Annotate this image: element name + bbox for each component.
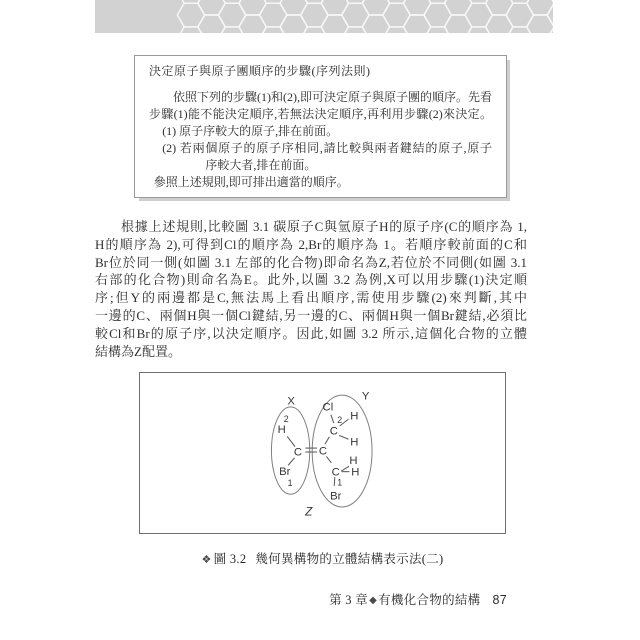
caption-figure-number: 圖 3.2	[213, 552, 247, 566]
bond-cl-cupper	[331, 415, 334, 423]
body-paragraph	[95, 218, 527, 360]
rank-1-right: 1	[337, 477, 343, 488]
atom-h-low-right: H	[351, 466, 360, 479]
body-line: Br位於同一側(如圖 3.1 左部的化合物)即命名為Z,若位於不同側(如圖 3.1	[95, 254, 527, 270]
bond-cleft-brleft	[288, 458, 294, 465]
bond-hleft-cleft	[287, 436, 295, 446]
group-y-label: Y	[361, 390, 370, 403]
group-x-label: X	[287, 395, 295, 408]
bond-cupper-cright	[325, 437, 329, 444]
figure-caption	[139, 549, 506, 567]
atom-h-top: H	[350, 410, 359, 423]
caption-text: 幾何異構物的立體結構表示法(二)	[255, 552, 444, 566]
atom-cl: Cl	[322, 401, 334, 414]
body-line: 結構為Z配置。	[95, 343, 181, 359]
bond-cupper-hmid	[339, 435, 348, 439]
band-background	[95, 0, 553, 33]
bond-hlow-clower	[341, 466, 349, 471]
body-line: 一邊的C、兩個H與一個Cl鍵結,另一邊的C、兩個H與一個Br鍵結,必須比	[95, 307, 527, 323]
atom-br-bottom: Br	[330, 490, 342, 503]
rule-line: (2) 若兩個原子的原子序相同,請比較與兩者鍵結的原子,原子	[162, 141, 492, 155]
body-line: 根據上述規則,比較圖 3.1 碳原子C與氫原子H的原子序(C的順序為 1,	[121, 219, 527, 234]
body-line: H的順序為 2),可得到Cl的順序為 2,Br的順序為 1。若順序較前面的C和	[95, 236, 527, 252]
footer-section: 有機化合物的結構	[378, 593, 481, 607]
footer-page-number: 87	[492, 593, 507, 607]
rule-box-title: 決定原子與原子團順序的步驟(序列法則)	[149, 64, 371, 78]
rule-line: 步驟(1)能不能決定順序,若無法決定順序,再利用步驟(2)來決定。	[149, 107, 492, 121]
rank-1-left: 1	[287, 477, 293, 488]
atom-c-lower: C	[331, 466, 340, 479]
rank-2-right: 2	[337, 415, 343, 426]
atom-h-low-up: H	[349, 454, 358, 467]
hexagon-pattern-band	[95, 0, 553, 33]
config-z-label: Z	[305, 505, 313, 519]
body-line: 右部的化合物)則命名為E。此外,以圖 3.2 為例,X可以用步驟(1)決定順	[95, 272, 527, 288]
figure-box	[139, 372, 506, 534]
atom-c-left: C	[293, 446, 303, 459]
atom-br-left: Br	[279, 466, 291, 479]
rule-line: (1) 原子序較大的原子,排在前面。	[162, 124, 339, 138]
caption-diamond-icon: ❖	[201, 554, 212, 566]
rule-line: 依照下列的步驟(1)和(2),即可決定原子與原子團的順序。先看	[173, 90, 492, 104]
rule-box	[134, 55, 507, 198]
atom-c-upper: C	[329, 425, 338, 438]
bond-cright-clower	[326, 456, 331, 462]
molecule-diagram	[140, 373, 504, 532]
page-footer	[329, 590, 507, 608]
footer-diamond-icon: ◆	[369, 595, 378, 606]
body-line: 較Cl和Br的原子序,以決定順序。因此,如圖 3.2 所示,這個化合物的立體	[95, 325, 527, 341]
atom-h-mid: H	[350, 436, 359, 449]
footer-chapter: 第 3 章	[329, 593, 369, 607]
body-line: 序;但Y的兩邊都是C,無法馬上看出順序,需使用步驟(2)來判斷,其中	[95, 290, 527, 306]
atom-h-left: H	[277, 423, 286, 436]
rule-line: 序較大者,排在前面。	[205, 158, 317, 172]
atom-c-right: C	[318, 445, 328, 458]
rank-2-left: 2	[283, 414, 289, 425]
rule-line: 參照上述規則,即可排出適當的順序。	[153, 175, 349, 189]
